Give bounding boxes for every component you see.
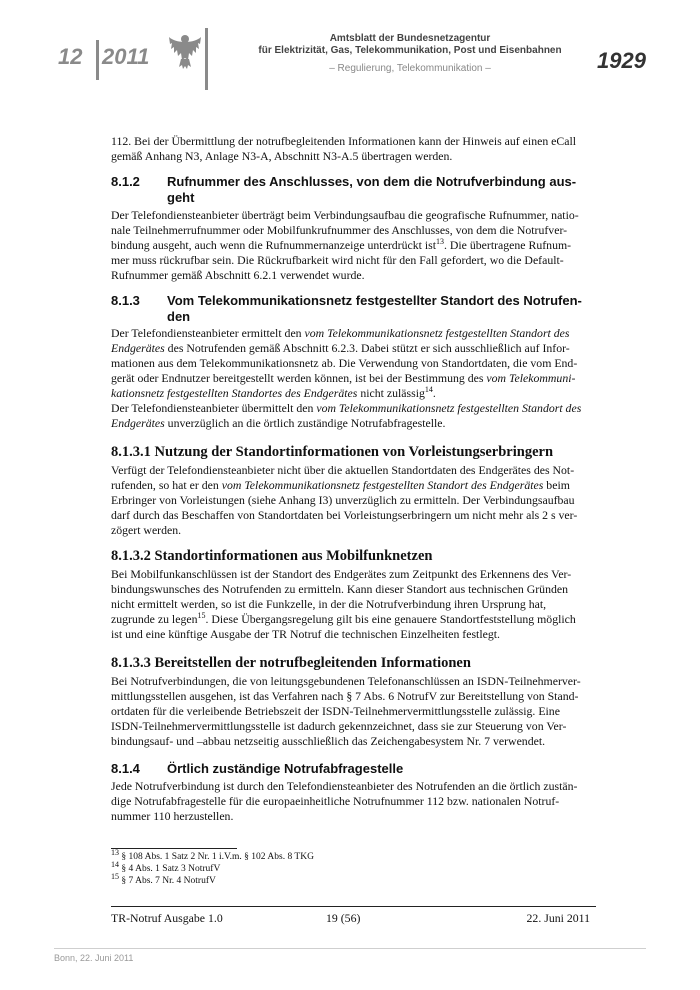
issue-number: 12 [58,44,83,69]
footnote-ref: 14 [424,385,433,395]
section-heading-8-1-3: 8.1.3 Vom Telekommunikationsnetz festgestellter Standort des Notrufen- den [111,293,582,324]
issue-year: 2011 [102,44,150,69]
paragraph-8-1-4: Jede Notrufverbindung ist durch den Telefondiensteanbieter des Notrufenden an die örtlich zustän- dige Notrufabfragestelle für die europaeinheitliche Notrufnummer 112 bzw. nationalen Notruf- nummer 110 herzustellen. [111,779,578,823]
footnote-ref: 13 [435,237,444,247]
paragraph-8-1-2: Der Telefondiensteanbieter überträgt beim Verbindungsaufbau die geografische Rufnummer, natio- nale Teilnehmerrufnummer oder Mobilfunkrufnummer des Anschlusses, von dem die Notrufver- bindung ausgeht, auch wenn die Rufnummernanzeige unterdrückt ist$^{13}$. Die übertragene Rufnum- mer muss rückrufbar sein. Die Rückrufbarkeit wird nicht für den Fall gefordert, wo die Default- Rufnummer gemäß Abschnitt 6.2.1 verwendet wurde. [111,208,579,282]
section-heading-8-1-3-3: 8.1.3.3 Bereitstellen der notrufbegleitenden Informationen [111,655,471,671]
section-heading-8-1-3-2: 8.1.3.2 Standortinformationen aus Mobilfunknetzen [111,548,433,564]
paragraph-8-1-3: Der Telefondiensteanbieter ermittelt den vom Telekommunikationsnetz festgestellten Standort des Endgerätes des Notrufenden gemäß Abschnitt 6.2.3. Dabei stützt er sich ausschließlich auf Infor- mationen aus dem Telekommunikationsnetz ab. Die Verwendung von Standortdaten, die vom End- gerät oder Endnutzer bereitgestellt werden können, ist bei der Bestimmung des vom Telekommuni- kationsnetz festgestellten Standortes des Endgerätes nicht zulässig$^{14}$. Der Telefondiensteanbieter übermittelt den vom Telekommunikationsnetz festgestellten Standort des Endgerätes unverzüglich an die örtlich zuständige Notrufabfragestelle. [111,326,582,430]
paragraph-8-1-3-3: Bei Notrufverbindungen, die von leitungsgebundenen Telefonanschlüssen an ISDN-Teilnehmerver- mittlungsstellen ausgehen, ist das Verfahren nach § 7 Abs. 6 NotrufV zur Bereitstellung von Stand- ortdaten für die verleibende Betriebszeit der ISDN-Teilnehmervermittlungsstelle zulässig. Eine ISDN-Teilnehmervermittlungsstelle ist dadurch gekennzeichnet, dass sie zur Steuerung von Ver- bindungsauf- und –abbau netzseitig ausschließlich das Zeichengabesystem Nr. 7 verwendet. [111,674,581,748]
header-divider [205,28,208,90]
header-divider [96,40,99,80]
footer-page-count: 19 (56) [326,911,361,925]
footer-document-name: TR-Notruf Ausgabe 1.0 [111,911,223,925]
page-bottom-rule [54,948,646,949]
header-subtitle: – Regulierung, Telekommunikation – [329,63,491,74]
footnote-separator [111,848,237,849]
location-date: Bonn, 22. Juni 2011 [54,953,134,963]
footnote-ref: 15 [197,611,206,621]
footnote: $^{13}$ § 108 Abs. 1 Satz 2 Nr. 1 i.V.m. § 102 Abs. 8 TKG [111,847,314,862]
intro-paragraph: 112. Bei der Übermittlung der notrufbegleitenden Informationen kann der Hinweis auf einen eCall gemäß Anhang N3, Anlage N3-A, Abschnitt N3-A.5 übertragen werden. [111,134,577,163]
footer-date: 22. Juni 2011 [526,911,590,925]
section-heading-8-1-3-1: 8.1.3.1 Nutzung der Standortinformationen von Vorleistungserbringern [111,444,554,460]
section-heading-8-1-2: 8.1.2 Rufnummer des Anschlusses, von dem die Notrufverbindung aus- geht [111,174,577,205]
footnote: $^{14}$ § 4 Abs. 1 Satz 3 NotrufV [111,859,221,874]
footnote: $^{15}$ § 7 Abs. 7 Nr. 4 NotrufV [111,871,216,886]
header-title: Amtsblatt der Bundesnetzagentur [329,33,491,44]
page-number: 1929 [597,48,646,73]
paragraph-8-1-3-2: Bei Mobilfunkanschlüssen ist der Standort des Endgerätes zum Zeitpunkt des Erkennens des Ver- bindungswunsches des Notrufenden zu ermitteln. Kann dieser Standort aus technischen Gründen nicht ermittelt werden, so ist die Funkzelle, in der die Notrufverbindung ihren Ursprung hat, zugrunde zu legen$^{15}$. Diese Übergangsregelung gilt bis eine genauere Standortfeststellung möglich ist und eine künftige Ausgabe der TR Notruf die technischen Einzelheiten festlegt. [111,567,576,641]
federal-eagle-icon [168,32,202,70]
paragraph-8-1-3-1: Verfügt der Telefondiensteanbieter nicht über die aktuellen Standortdaten des Endgerätes des Not- rufenden, so hat er den vom Telekommunikationsnetz festgestellten Standort des Endgerätes beim Erbringer von Vorleistungen (siehe Anhang I3) unverzüglich zu ermitteln. Der Verbindungsaufbau darf durch das Beschaffen von Standortdaten bei Vorleistungserbringern um nicht mehr als 2 s ver- zögert werden. [111,463,578,537]
header-title-line2: für Elektrizität, Gas, Telekommunikation, Post und Eisenbahnen [258,45,562,56]
section-heading-8-1-4: 8.1.4 Örtlich zuständige Notrufabfragestelle [111,761,404,776]
footer-rule [111,906,596,907]
